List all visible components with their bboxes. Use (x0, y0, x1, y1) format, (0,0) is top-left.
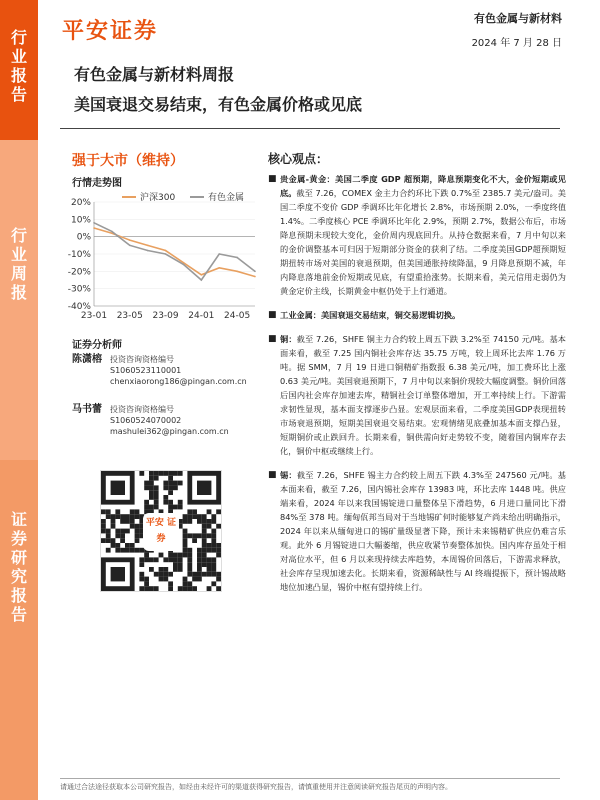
x-tick-label: 24-05 (224, 311, 251, 321)
core-views-heading: 核心观点： (268, 152, 329, 166)
analyst-name: 马书蕾 (72, 404, 102, 415)
footer-divider (60, 778, 560, 779)
core-views-body (266, 172, 566, 604)
y-tick-label: -10% (67, 250, 91, 260)
data-point (111, 231, 113, 233)
analyst-qual-number: S1060523110001 (110, 366, 182, 375)
qr-code[interactable] (100, 470, 222, 592)
header-date: 2024 年 7 月 28 日 (471, 38, 562, 49)
data-point (201, 279, 203, 281)
data-point (218, 267, 220, 269)
y-tick-label: 20% (70, 198, 91, 208)
paragraph-gold (266, 172, 566, 298)
data-point (201, 274, 203, 276)
data-point (93, 227, 95, 229)
paragraph-lead: 铜： (280, 334, 297, 344)
data-point (183, 264, 185, 266)
paragraph-industrial (266, 308, 566, 322)
data-point (254, 271, 256, 273)
footer-disclaimer: 请通过合法途径获取本公司研究报告，如经由未经许可的渠道获得研究报告，请慎重使用并注意阅读研究报告尾页的声明内容。 (60, 783, 452, 791)
analyst-email[interactable]: chenxiaorong186@pingan.com.cn (110, 377, 247, 386)
y-tick-label: 10% (70, 215, 91, 226)
sidebar-segment-research (0, 460, 38, 800)
left-sidebar (0, 0, 38, 800)
x-tick-label: 23-01 (80, 311, 108, 321)
legend-label: 沪深300 (140, 193, 176, 203)
paragraph-tin (266, 468, 566, 594)
report-subtitle: 美国衰退交易结束，有色金属价格或见底 (74, 95, 363, 114)
data-point (129, 239, 131, 241)
x-tick-label: 23-09 (152, 311, 179, 321)
title-divider (60, 128, 560, 129)
trend-chart-heading: 行情走势图 (72, 178, 122, 189)
y-tick-label: -40% (67, 302, 91, 312)
paragraph-lead: 锡： (280, 470, 297, 480)
data-point (165, 253, 167, 255)
analyst-info (110, 404, 250, 437)
analyst-email[interactable]: mashulei362@pingan.com.cn (110, 427, 229, 436)
y-tick-label: -30% (67, 284, 91, 295)
paragraph-body: 截至 7.26，SHFE 铜主力合约较上周五下跌 3.2%至 74150 元/吨。基本面来看，截至 7.25 国内铜社会库存达 35.75 万吨，较上周环比去库 1.76 万吨。据 SMM，7 月 19 日进口铜精矿指数报 6.38 美元/吨，加工费环比上涨 0.63 美元/吨。美国衰退预期下，7 月中旬以来铜价现较大幅度调整。铜价回落后国内社会库存加速去库，精铜社会订单整体增加，开工率持续上行。下游需求韧性显现，基本面支撑逐步凸显。宏观层面来看，二季度美国GDP表现扭转市场衰退预期，短期美国衰退交易结束。宏观情绪见底叠加基本面支撑凸显，短期铜价或止跌回升。长期来看，铜供需向好走势较不变，随着国内铜库存去化，铜价中枢或继续上行。 (280, 334, 566, 456)
data-point (93, 222, 95, 224)
data-point (218, 253, 220, 255)
y-tick-label: -20% (67, 267, 91, 278)
header-meta (472, 10, 562, 49)
report-title: 有色金属与新材料周报 (74, 65, 235, 84)
sidebar-segment-report-type (0, 0, 38, 140)
header-category: 有色金属与新材料 (474, 12, 562, 25)
bullet-icon: ■ (268, 334, 277, 344)
analyst-qual-number: S1060524070002 (110, 416, 182, 425)
trend-chart (60, 188, 260, 328)
analyst-info (110, 354, 250, 387)
paragraph-copper (266, 332, 566, 458)
company-logo: 平安证券 (62, 19, 159, 44)
data-point (165, 250, 167, 252)
rating-label: 强于大市（维持） (72, 153, 184, 169)
analyst-qual-label: 投资咨询资格编号 (110, 405, 174, 414)
data-point (129, 245, 131, 247)
sidebar-label-industry-report: 行业报告 (10, 28, 27, 104)
data-point (236, 257, 238, 259)
analyst-qual-label: 投资咨询资格编号 (110, 355, 174, 364)
paragraph-lead: 贵金属-黄金：美国二季度 GDP 超预期，降息预期变化不大，金价短期或见底。 (280, 174, 566, 198)
data-point (236, 271, 238, 273)
y-tick-label: 0% (76, 232, 91, 243)
sidebar-label-weekly: 行业周报 (10, 226, 27, 302)
paragraph-body: 截至 7.26，SHFE 锡主力合约较上周五下跌 4.3%至 247560 元/吨。基本面来看，截至 7.26，国内锡社会库存 13983 吨，环比去库 1448 吨。供应端来看，2024 年以来我国锡锭进口量整体呈下滑趋势，6 月进口量同比下滑 84%至 378 吨。缅甸佤邦当局对于当地锡矿何时能够复产尚未给出明确指示，2024 年以来从缅甸进口的锡矿量级显著下降，预计未来锡精矿供应仍难言乐观。此外 6 月锡锭进口大幅萎缩，供应收紧节奏整体加快。国内库存虽处于相对高位水平，但 6 月以来现持续去库趋势，本周锡价回落后，下游需求释放，社会库存呈现加速去化。长期来看，资源稀缺性与 AI 终端提振下，预计锡战略地位加速凸显，锡价中枢有望持续上行。 (280, 470, 566, 592)
x-tick-label: 24-01 (188, 311, 215, 321)
bullet-icon: ■ (268, 310, 277, 320)
data-point (147, 250, 149, 252)
series-line-0 (94, 228, 255, 277)
paragraph-body: 截至 7.26，COMEX 金主力合约环比下跌 0.7%至 2385.7 美元/盎司。美国二季度不变价 GDP 季调环比年化增长 2.8%，市场预期 2.0%，一季度终值 1.4%。二季度核心 PCE 季调环比年化 2.9%，预期 2.7%，数据公布后，市场降息预期未现较大变化，金价周内现底回升。从持仓数据来看，7 月中旬以来的金价调整基本可归因于短期部分资金的获利了结。二季度美国GDP超预期短期扭转市场对美国的衰退预期，但美国通胀持续降温，9 月降息预期不减，年内降息落地前金价短期或见底，有望重拾涨势。长期来看，美元信用走弱仍为黄金定价主线，长期黄金中枢仍处于上行通道。 (280, 188, 566, 296)
data-point (147, 245, 149, 247)
paragraph-lead: 工业金属：美国衰退交易结束，铜交易逻辑切换。 (280, 310, 461, 320)
analyst-name: 陈潇榕 (72, 354, 102, 365)
qr-logo: 平安 证券 (143, 513, 179, 551)
sidebar-label-research: 证券研究报告 (10, 510, 27, 624)
sidebar-segment-weekly (0, 140, 38, 460)
x-tick-label: 23-05 (116, 311, 143, 321)
legend-label: 有色金属 (208, 193, 245, 203)
bullet-icon: ■ (268, 174, 277, 184)
data-point (254, 276, 256, 278)
bullet-icon: ■ (268, 470, 277, 480)
analyst-heading: 证券分析师 (72, 340, 122, 351)
